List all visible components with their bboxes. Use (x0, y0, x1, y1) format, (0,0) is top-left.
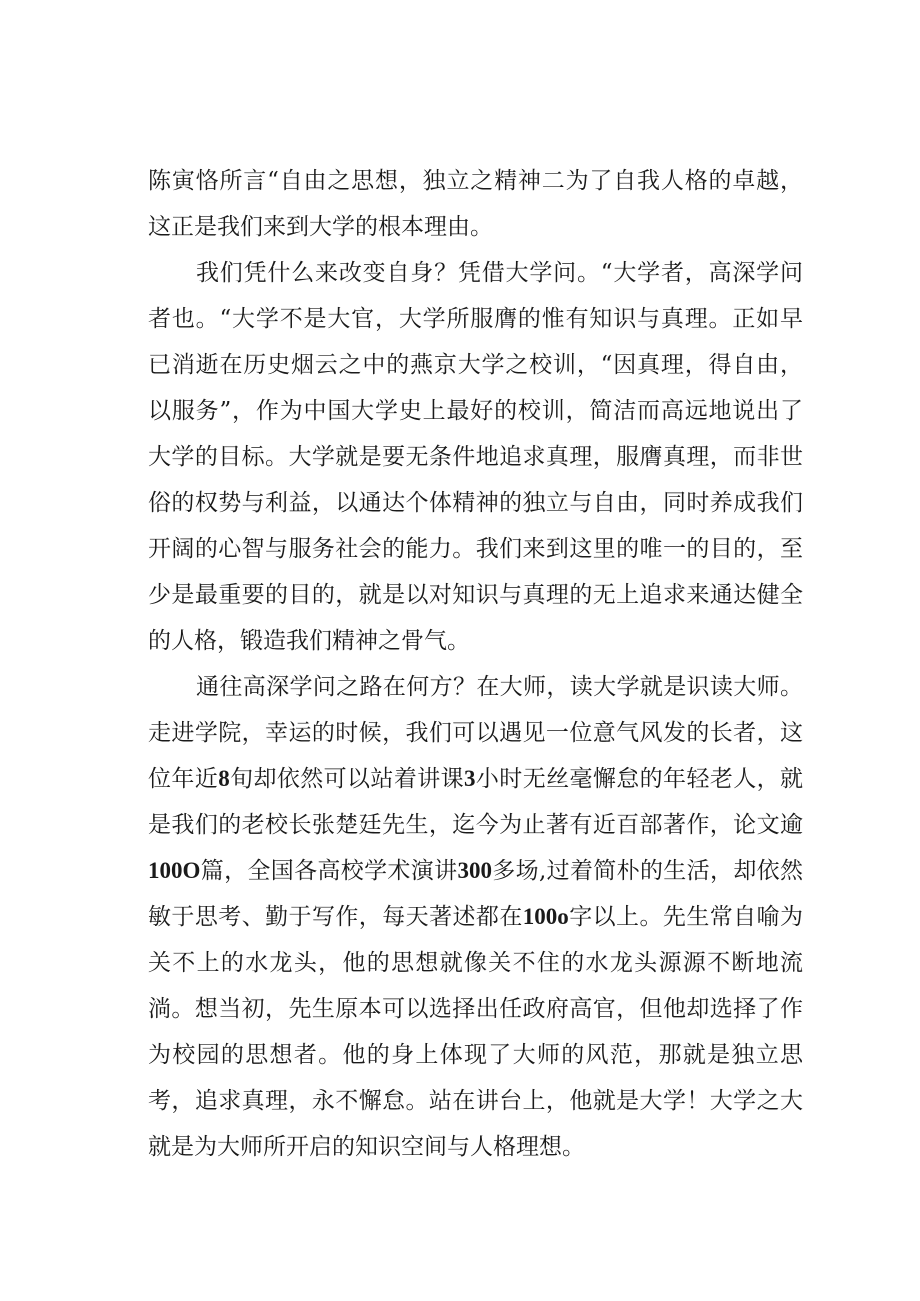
number-300: 300 (457, 858, 492, 883)
number-1000: 100O (148, 858, 201, 883)
paragraph-3-text-c: 小时无丝毫懈怠的年轻老人，就是我们的老校长张楚廷先生，迄今为止著有近百部著作，论文逾 (148, 766, 804, 838)
number-3: 3 (464, 766, 476, 791)
paragraph-1-text: 陈寅恪所言“自由之思想，独立之精神二为了自我人格的卓越，这正是我们来到大学的根本理由。 (148, 168, 803, 240)
paragraph-3-text-e: 多场,过着简朴的生活，却依然敏于思考、勤于写作，每天著述都在 (148, 858, 804, 930)
number-100o: 100o (522, 904, 569, 929)
number-8: 8 (218, 766, 230, 791)
paragraph-3-text-a: 通往高深学问之路在何方？在大师，读大学就是识读大师。走进学院，幸运的时候，我们可以遇见一位意气风发的长者，这位年近 (148, 674, 803, 792)
body-text (148, 158, 803, 1170)
paragraph-1 (148, 158, 803, 250)
paragraph-2-text: 我们凭什么来改变自身？凭借大学问。“大学者，高深学问者也。“大学不是大官，大学所服膺的惟有知识与真理。正如早已消逝在历史烟云之中的燕京大学之校训，“因真理，得自由，以服务”，作为中国大学史上最好的校训，简洁而高远地说出了大学的目标。大学就是要无条件地追求真理，服膺真理，而非世俗的权势与利益，以通达个体精神的独立与自由，同时养成我们开阔的心智与服务社会的能力。我们来到这里的唯一的目的，至少是最重要的目的，就是以对知识与真理的无上追求来通达健全的人格，锻造我们精神之骨气。 (148, 260, 803, 654)
paragraph-3-text-d: 篇，全国各高校学术演讲 (200, 858, 458, 884)
paragraph-3-text-f: 字以上。先生常自喻为关不上的水龙头，他的思想就像关不住的水龙头源源不断地流淌。想当初，先生原本可以选择出任政府高官，但他却选择了作为校园的思想者。他的身上体现了大师的风范，那就是独立思考，追求真理，永不懈怠。站在讲台上，他就是大学！大学之大就是为大师所开启的知识空间与人格理想。 (148, 904, 804, 1160)
paragraph-3-text-b: 旬却依然可以站着讲课 (229, 766, 465, 792)
paragraph-2 (148, 250, 803, 664)
paragraph-3 (148, 664, 803, 1170)
